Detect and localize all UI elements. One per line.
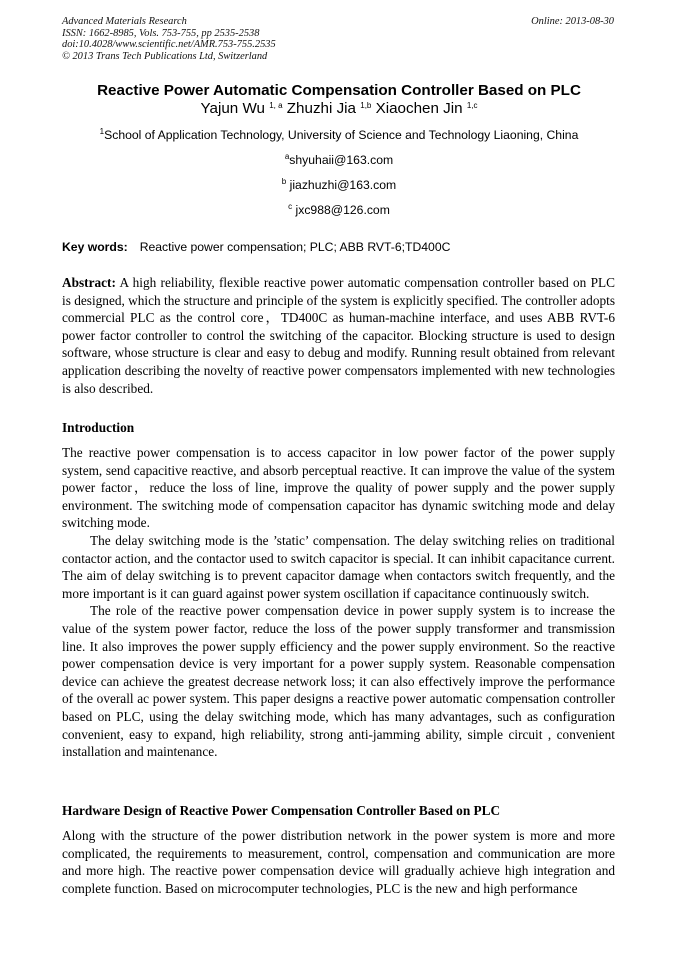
introduction-body <box>62 444 615 761</box>
issn-line: ISSN: 1662-8985, Vols. 753-755, pp 2535-2538 <box>62 27 260 39</box>
keywords-text: Reactive power compensation; PLC; ABB RVT-6;TD400C <box>139 240 451 254</box>
introduction-heading: Introduction <box>62 420 135 435</box>
email-text: jiazhuzhi@163.com <box>289 178 397 192</box>
author-name: Yajun Wu <box>200 100 265 117</box>
affiliation <box>0 128 678 142</box>
paper-title: Reactive Power Automatic Compensation Controller Based on PLC <box>97 82 581 99</box>
journal-header <box>62 16 276 62</box>
keywords-label: Key words: <box>62 240 128 254</box>
journal-name: Advanced Materials Research <box>62 16 187 27</box>
author-name: Xiaochen Jin <box>375 100 463 117</box>
abstract-label: Abstract: <box>62 275 116 290</box>
email-a <box>0 153 678 167</box>
author-list <box>0 100 678 117</box>
affiliation-superscript: 1 <box>99 127 105 136</box>
email-c <box>0 203 678 217</box>
hardware-body <box>62 827 615 897</box>
online-date: Online: 2013-08-30 <box>531 16 614 27</box>
email-text: jxc988@126.com <box>295 203 390 217</box>
paragraph: The delay switching mode is the ’static’ compensation. The delay switching relies on traditional contactor action, and the contactor used to switch capacitor is special. It can inhibit capacitance current. The aim of delay switching is to prevent capacitor damage when contactors switch frequently, and the more important is it can guard against power system oscillation if capacitance continuously switch. <box>62 532 615 601</box>
author-name: Zhuzhi Jia <box>286 100 357 117</box>
email-text: shyuhaii@163.com <box>289 153 394 167</box>
abstract-text: A high reliability, flexible reactive power automatic compensation controller based on PLC is designed, which the structure and principle of the system is explicitly specified. The controller adopts commercial PLC as the control core，TD400C as human-machine interface, and uses ABB RVT-6 power factor controller to control the switching of the capacitor. Blocking structure is used to design software, whose structure is clear and easy to debug and modify. Running result obtained from relevant application describing the novelty of reactive power compensators implemented with new technologies is also described. <box>62 275 615 396</box>
copyright-line: © 2013 Trans Tech Publications Ltd, Switzerland <box>62 50 268 62</box>
author-superscript: 1,b <box>360 101 372 110</box>
author-superscript: 1,c <box>466 101 478 110</box>
email-superscript: a <box>284 152 290 161</box>
paragraph: Along with the structure of the power distribution network in the power system is more and more complicated, the requirements to measurement, control, compensation and communication are more and more high. The reactive power compensation device will gradually achieve high integration and complete function. Based on microcomputer technologies, PLC is the new and high performance <box>62 828 615 896</box>
abstract <box>62 274 615 397</box>
email-superscript: b <box>281 177 287 186</box>
email-b <box>0 178 678 192</box>
author-superscript: 1, a <box>269 101 283 110</box>
keywords <box>62 240 450 254</box>
email-superscript: c <box>288 202 293 211</box>
paragraph: The role of the reactive power compensation device in power supply system is to increase the value of the system power factor, reduce the loss of the power supply transformer and transmission line. It also improves the power supply efficiency and the power supply environment. So the reactive power compensation device is very important for a power supply system. Reasonable compensation device can achieve the greatest decrease network loss; it can also effectively improve the performance of the overall ac power system. This paper designs a reactive power automatic compensation controller based on PLC, using the delay switching mode, which has many advantages, such as configuration convenient, easy to expand, high reliability, strong anti-jamming ability, simple circuit , convenient installation and maintenance. <box>62 603 615 760</box>
doi-line: doi:10.4028/www.scientific.net/AMR.753-755.2535 <box>62 39 276 50</box>
affiliation-text: School of Application Technology, University of Science and Technology Liaoning, China <box>104 128 579 142</box>
hardware-heading: Hardware Design of Reactive Power Compensation Controller Based on PLC <box>62 803 501 818</box>
paragraph: The reactive power compensation is to access capacitor in low power factor of the power supply system, send capacitive reactive, and absorb perceptual reactive. It can improve the value of the system power factor，reduce the loss of line, improve the quality of power supply and the power supply environment. The switching mode of compensation capacitor has dynamic switching mode and delay switching mode. <box>62 445 615 531</box>
